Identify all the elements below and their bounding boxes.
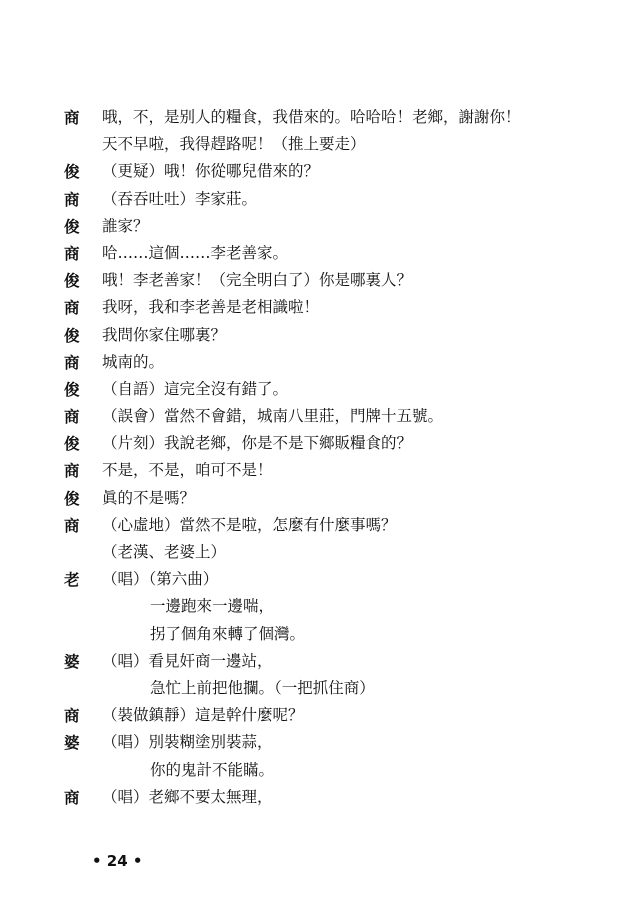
dialogue-text: 天不早啦，我得趕路呢！（推上要走） — [102, 135, 366, 154]
dialogue-line — [64, 675, 604, 702]
dialogue-line — [64, 186, 604, 213]
dialogue-text: 一邊跑來一邊喘， — [150, 597, 275, 616]
dialogue-line — [64, 403, 604, 430]
dialogue-text: （唱）看見奸商一邊站， — [102, 651, 273, 670]
speaker-label: 商 — [64, 189, 80, 209]
dialogue-line — [64, 593, 604, 620]
dialogue-text: （唱）（第六曲） — [102, 570, 219, 589]
speaker-label: 商 — [64, 407, 80, 427]
speaker-label: 商 — [64, 352, 80, 372]
dialogue-line — [64, 784, 604, 811]
dialogue-text: 我問你家住哪裏？ — [102, 325, 227, 344]
dialogue-line — [64, 566, 604, 593]
dialogue-text: 不是，不是，咱可不是！ — [102, 461, 273, 480]
dialogue-line — [64, 349, 604, 376]
dialogue-text: 拐了個角來轉了個灣。 — [150, 624, 306, 643]
dialogue-text: （唱）老鄉不要太無理， — [102, 787, 273, 806]
speaker-label: 俊 — [64, 434, 80, 454]
dialogue-text: （誤會）當然不會錯，城南八里莊，門牌十五號。 — [102, 407, 444, 426]
dialogue-text: 我呀，我和李老善是老相識啦！ — [102, 298, 320, 317]
dialogue-block — [64, 104, 604, 811]
dialogue-text: 你的鬼計不能瞞。 — [150, 760, 275, 779]
dialogue-line — [64, 485, 604, 512]
dialogue-text: （吞吞吐吐）李家莊。 — [102, 189, 258, 208]
speaker-label: 商 — [64, 515, 80, 535]
dialogue-text: （裝做鎮靜）這是幹什麼呢？ — [102, 706, 304, 725]
dialogue-text: 城南的。 — [102, 352, 165, 371]
speaker-label: 商 — [64, 298, 80, 318]
speaker-label: 俊 — [64, 271, 80, 291]
dialogue-line — [64, 648, 604, 675]
dialogue-line — [64, 213, 604, 240]
speaker-label: 商 — [64, 243, 80, 263]
speaker-label: 商 — [64, 787, 80, 807]
dialogue-line — [64, 294, 604, 321]
dialogue-text: （老漢、老婆上） — [102, 543, 227, 561]
speaker-label: 婆 — [64, 733, 80, 753]
dialogue-text: （自語）這完全沒有錯了。 — [102, 379, 289, 398]
speaker-label: 婆 — [64, 651, 80, 671]
dialogue-text: 哦！李老善家！（完全明白了）你是哪裏人？ — [102, 271, 413, 290]
dialogue-line — [64, 104, 604, 131]
speaker-label: 俊 — [64, 488, 80, 508]
dialogue-line — [64, 757, 604, 784]
dialogue-line — [64, 158, 604, 185]
dialogue-line — [64, 539, 604, 566]
speaker-label: 商 — [64, 461, 80, 481]
dialogue-text: 急忙上前把他攔。（一把抓住商） — [150, 678, 375, 697]
dialogue-text: （心虛地）當然不是啦，怎麼有什麼事嗎？ — [102, 515, 397, 534]
dialogue-text: 哈……這個……李老善家。 — [102, 243, 289, 262]
dialogue-line — [64, 267, 604, 294]
speaker-label: 老 — [64, 570, 80, 590]
dialogue-line — [64, 702, 604, 729]
dialogue-line — [64, 457, 604, 484]
speaker-label: 俊 — [64, 216, 80, 236]
dialogue-line — [64, 512, 604, 539]
speaker-label: 俊 — [64, 162, 80, 182]
dialogue-line — [64, 621, 604, 648]
dialogue-text: 眞的不是嗎？ — [102, 488, 196, 507]
speaker-label: 俊 — [64, 379, 80, 399]
dialogue-line — [64, 729, 604, 756]
dialogue-text: 誰家？ — [102, 216, 149, 235]
dialogue-line — [64, 240, 604, 267]
speaker-label: 商 — [64, 706, 80, 726]
speaker-label: 俊 — [64, 325, 80, 345]
speaker-label: 商 — [64, 108, 80, 127]
dialogue-line — [64, 376, 604, 403]
dialogue-line — [64, 322, 604, 349]
dialogue-line — [64, 430, 604, 457]
dialogue-text: （唱）別裝糊塗別裝蒜， — [102, 733, 273, 752]
page-number: • 24 • — [92, 852, 143, 870]
dialogue-text: （片刻）我說老鄉，你是不是下鄉販糧食的？ — [102, 434, 413, 453]
dialogue-text: 哦，不，是别人的糧食，我借來的。哈哈哈！老鄉，謝謝你！ — [102, 108, 521, 126]
dialogue-text: （更疑）哦！你從哪兒借來的？ — [102, 162, 320, 181]
dialogue-line — [64, 131, 604, 158]
